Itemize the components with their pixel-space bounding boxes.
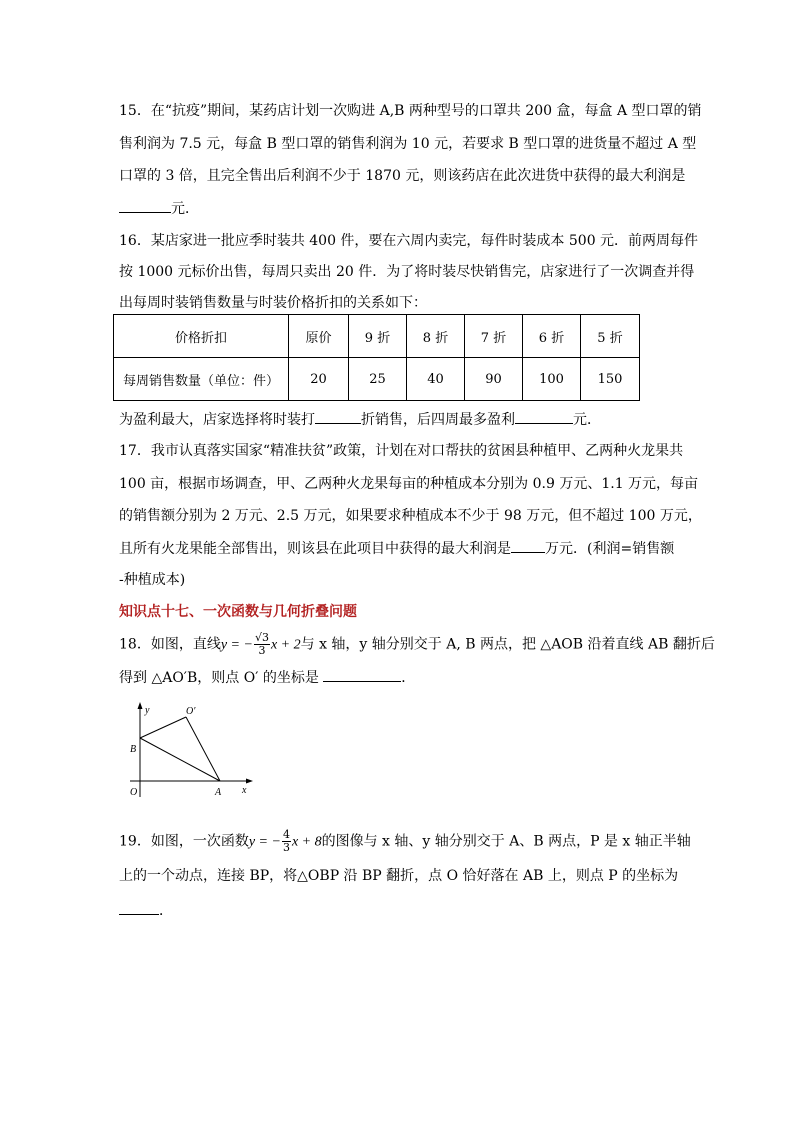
q16-profit-blank[interactable] bbox=[515, 409, 573, 424]
q19-answer-blank[interactable] bbox=[119, 900, 159, 915]
q15-line-3: 口罩的 3 倍，且完全售出后利润不少于 1870 元，则该药店在此次进货中获得的最大利润是 bbox=[119, 168, 686, 184]
q16-line-1: 16．某店家进一批应季时装共 400 件，要在六周内卖完，每件时装成本 500 元．前两周每件 bbox=[119, 233, 699, 249]
table-cell: 100 bbox=[523, 358, 581, 401]
q15-answer-blank[interactable] bbox=[119, 198, 171, 213]
q15-line-4 bbox=[119, 198, 199, 219]
table-cell: 8 折 bbox=[407, 315, 465, 358]
line-BOprime bbox=[140, 717, 186, 738]
point-B-label: B bbox=[130, 744, 137, 755]
q18-line-2 bbox=[119, 667, 415, 688]
q16-line-3: 出每周时装销售数量与时装价格折扣的关系如下： bbox=[119, 295, 427, 311]
q19-frac-num: 4 bbox=[282, 828, 290, 841]
q19-period: ． bbox=[159, 903, 173, 919]
table-row-header: 每周销售数量（单位：件） bbox=[114, 358, 289, 401]
origin-label: O bbox=[130, 787, 138, 798]
table-cell: 6 折 bbox=[523, 315, 581, 358]
q16-discount-blank[interactable] bbox=[315, 409, 361, 424]
q19-line-2: 上的一个动点，连接 BP，将△OBP 沿 BP 翻折，点 O 恰好落在 AB 上，则点 P 的坐标为 bbox=[119, 868, 679, 884]
q16-text-a: 为盈利最大，店家选择将时装打 bbox=[119, 412, 315, 428]
q18-suffix: ． bbox=[401, 670, 416, 686]
table-row-sales bbox=[114, 358, 640, 401]
q19-eq-lhs: y = − bbox=[248, 834, 281, 850]
q19-frac-den: 3 bbox=[282, 841, 290, 854]
q15-unit: 元． bbox=[171, 201, 199, 217]
q17-line-1: 17．我市认真落实国家“精准扶贫”政策，计划在对口帮扶的贫困县种植甲、乙两种火龙果共 bbox=[119, 443, 684, 459]
q18-text: 得到 △AO′B，则点 O′ 的坐标是 bbox=[119, 670, 319, 686]
q18-frac-den: 3 bbox=[258, 644, 266, 657]
q19-eq-rhs: x + 8 bbox=[291, 834, 322, 850]
q16-text-b: 折销售，后四周最多盈利 bbox=[361, 412, 515, 428]
q18-eq-lhs: y = − bbox=[220, 637, 253, 653]
q19-fraction bbox=[282, 829, 291, 854]
q18-figure bbox=[118, 700, 258, 800]
q15-line-1: 15．在“抗疫”期间，某药店计划一次购进 A,B 两种型号的口罩共 200 盒，每盒 A 型口罩的销 bbox=[119, 103, 702, 119]
point-A-label: A bbox=[215, 787, 222, 798]
q17-line-4 bbox=[119, 538, 674, 559]
q18-eq-rhs: x + 2 bbox=[270, 637, 301, 653]
discount-sales-table bbox=[113, 314, 640, 401]
line-AB bbox=[140, 738, 220, 781]
q18-line-1 bbox=[119, 632, 715, 657]
q18-mid: 与 x 轴，y 轴分别交于 A, B 两点，把 △AOB 沿着直线 AB 翻折后 bbox=[300, 636, 715, 653]
x-axis-arrow-icon bbox=[246, 779, 253, 784]
y-axis-arrow-icon bbox=[138, 702, 143, 709]
table-cell: 5 折 bbox=[581, 315, 640, 358]
x-axis-label: x bbox=[242, 785, 247, 796]
q18-frac-num: √3 bbox=[254, 631, 269, 644]
table-cell: 150 bbox=[581, 358, 640, 401]
q18-fraction bbox=[254, 632, 270, 657]
table-row-header: 价格折扣 bbox=[114, 315, 289, 358]
q17-text-b: 万元．(利润=销售额 bbox=[545, 541, 675, 557]
table-cell: 20 bbox=[289, 358, 349, 401]
table-cell: 9 折 bbox=[349, 315, 407, 358]
q19-line-3 bbox=[119, 900, 173, 921]
table-cell: 25 bbox=[349, 358, 407, 401]
q18-answer-blank[interactable] bbox=[323, 667, 401, 682]
q19-suffix: 的图像与 x 轴、y 轴分别交于 A、B 两点，P 是 x 轴正半轴 bbox=[321, 833, 691, 850]
q17-line-3: 的销售额分别为 2 万元、2.5 万元，如果要求种植成本不少于 98 万元，但不超过 100 万元， bbox=[119, 508, 702, 524]
point-Oprime-label: O′ bbox=[186, 706, 196, 717]
q19-line-1 bbox=[119, 829, 691, 854]
q17-line-5: -种植成本) bbox=[119, 572, 186, 588]
table-cell: 7 折 bbox=[465, 315, 523, 358]
table-cell: 90 bbox=[465, 358, 523, 401]
table-row-discount bbox=[114, 315, 640, 358]
q17-answer-blank[interactable] bbox=[511, 538, 545, 553]
q19-prefix: 19．如图，一次函数 bbox=[119, 833, 249, 850]
y-axis-label: y bbox=[145, 705, 150, 716]
q16-line-2: 按 1000 元标价出售，每周只卖出 20 件．为了将时装尽快销售完，店家进行了一次调查并得 bbox=[119, 264, 695, 280]
q16-text-c: 元． bbox=[573, 412, 601, 428]
q16-answer-line bbox=[119, 409, 601, 430]
q17-line-2: 100 亩，根据市场调查，甲、乙两种火龙果每亩的种植成本分别为 0.9 万元、1.1 万元，每亩 bbox=[119, 476, 699, 492]
q15-line-2: 售利润为 7.5 元，每盒 B 型口罩的销售利润为 10 元，若要求 B 型口罩的进货量不超过 A 型 bbox=[119, 136, 697, 152]
q17-text-a: 且所有火龙果能全部售出，则该县在此项目中获得的最大利润是 bbox=[119, 541, 511, 557]
table-cell: 原价 bbox=[289, 315, 349, 358]
q18-prefix: 18．如图，直线 bbox=[119, 636, 221, 653]
section-heading: 知识点十七、一次函数与几何折叠问题 bbox=[119, 604, 357, 620]
table-cell: 40 bbox=[407, 358, 465, 401]
